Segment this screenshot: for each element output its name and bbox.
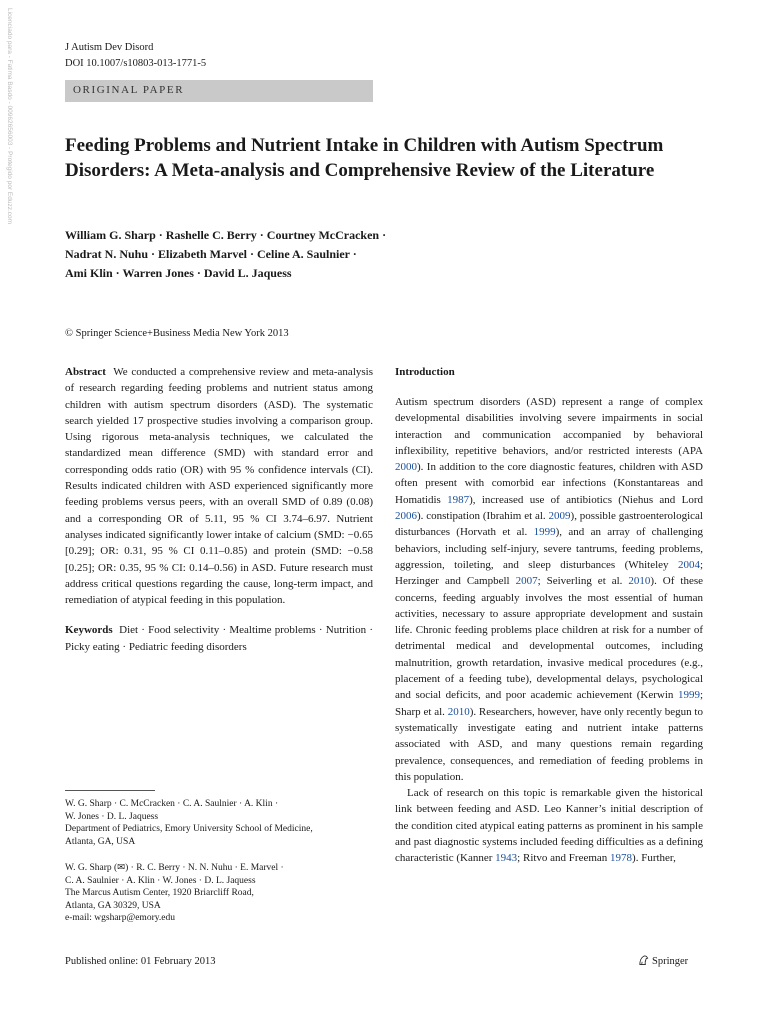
- abstract: [65, 364, 373, 608]
- text-run: ). Of these concerns, feeding arguably involves the most essential of human activities, necessary to assure appropriate development and sustain life. Chronic feeding problems place children at risk for a number of detrimental medical and developmental outcomes, including malnutrition, growth retardation, invasive medical procedures (e.g., placement of a feeding tube), developmental delays, psychological and social deficits, and poor academic achievement (Kerwin: [395, 575, 703, 702]
- left-column: [65, 364, 373, 655]
- sidebar-watermark: Licenciado para - Fatima Basdo - 00962656003 - Protegido por Eduzz.com: [6, 8, 13, 225]
- citation-link[interactable]: 1943: [495, 852, 518, 865]
- affiliation-line: Atlanta, GA 30329, USA: [65, 900, 161, 911]
- abstract-label: Abstract: [65, 366, 106, 378]
- intro-paragraph-2: [395, 785, 703, 866]
- corresponding-affiliation-block: [65, 862, 373, 925]
- published-date: Published online: 01 February 2013: [65, 956, 216, 967]
- affiliation-block: [65, 798, 373, 848]
- journal-doi: DOI 10.1007/s10803-013-1771-5: [65, 57, 207, 69]
- keywords-label: Keywords: [65, 624, 113, 637]
- text-run: ), increased use of antibiotics (Niehus and Lord: [469, 493, 703, 506]
- text-run: Lack of research on this topic is remarkable given the historical link between feeding and ASD. Leo Kanner’s initial description of the condition cited atypical eating patterns as prominent in his sample and past diagnostic systems included feeding difficulties as a defining characteristic (Kanner: [395, 787, 703, 865]
- citation-link[interactable]: 1987: [447, 493, 470, 506]
- copyright-notice: © Springer Science+Business Media New York 2013: [65, 328, 289, 339]
- text-run: ). Further,: [632, 852, 676, 865]
- right-column: [395, 364, 703, 867]
- text-run: ; Sharp et al.: [395, 689, 703, 718]
- affiliation-line: W. Jones · D. L. Jaquess: [65, 811, 159, 822]
- text-run: ; Herzinger and Campbell: [395, 558, 703, 588]
- text-run: ), possible gastroenterological disturbances (Horvath et al.: [395, 510, 703, 539]
- affiliation-line: The Marcus Autism Center, 1920 Briarcliff Road,: [65, 888, 254, 899]
- springer-horse-icon: [638, 954, 649, 966]
- author-list: [65, 226, 465, 283]
- journal-name: J Autism Dev Disord: [65, 42, 154, 53]
- citation-link[interactable]: 2010: [628, 575, 651, 588]
- keywords-text: Diet · Food selectivity · Mealtime problems · Nutrition · Picky eating · Pediatric feeding disorders: [65, 624, 373, 653]
- intro-paragraph-1: [395, 394, 703, 785]
- text-run: ), and an array of challenging behaviors, including self-injury, severe tantrums, feeding problems, aggression, toileting, and sleep disturbances (Whiteley: [395, 526, 703, 571]
- citation-link[interactable]: 1999: [677, 689, 700, 702]
- publisher-logo: [638, 954, 708, 970]
- citation-link[interactable]: 2010: [447, 705, 470, 718]
- author-line: Ami Klin · Warren Jones · David L. Jaquess: [65, 266, 292, 280]
- text-run: ). In addition to the core diagnostic features, children with ASD often present with comorbid ear infections (Konstantareas and Homatidis: [395, 461, 703, 506]
- affiliation-line: W. G. Sharp · C. McCracken · C. A. Saulnier · A. Klin ·: [65, 799, 279, 809]
- citation-link[interactable]: 2007: [515, 575, 538, 588]
- abstract-text: We conducted a comprehensive review and meta-analysis of research regarding feeding problems and nutrient status among children with autism spectrum disorders (ASD). The systematic search yielded 17 prospective studies involving a comparison group. Using rigorous meta-analysis techniques, we calculated the standardized mean difference (SMD) with standard error and corresponding odds ratio (OR) with 95 % confidence intervals (CI). Results indicated children with ASD experienced significantly more feeding problems versus peers, with an overall SMD of 0.89 (0.08) and a corresponding OR of 5.11, 95 % CI 3.74–6.97. Nutrient analyses indicated significantly lower intake of calcium (SMD: −0.65 [0.29]; OR: 0.31, 95 % CI 0.11–0.85) and protein (SMD: −0.58 [0.25]; OR: 0.35, 95 % CI: 0.14–0.56) in ASD. Future research must address critical questions regarding the cause, long-term impact, and remediation of atypical feeding in this population.: [65, 366, 373, 607]
- affiliation-line: Atlanta, GA, USA: [65, 836, 136, 847]
- paper-title: Feeding Problems and Nutrient Intake in Children with Autism Spectrum Disorders: A Meta-analysis and Comprehensive Review of the Literature: [65, 135, 664, 181]
- publisher-name: Springer: [652, 956, 689, 967]
- text-run: ; Seiverling et al.: [537, 575, 629, 588]
- keywords: [65, 622, 373, 655]
- text-run: ; Ritvo and Freeman: [517, 852, 611, 865]
- text-run: ). constipation (Ibrahim et al.: [417, 510, 549, 523]
- author-line: William G. Sharp · Rashelle C. Berry · Courtney McCracken ·: [65, 228, 387, 242]
- article-type-banner: [65, 80, 373, 102]
- citation-link[interactable]: 1999: [533, 526, 556, 539]
- citation-link[interactable]: 2009: [548, 510, 571, 523]
- affiliation-line: C. A. Saulnier · A. Klin · W. Jones · D. L. Jaquess: [65, 875, 256, 886]
- citation-link[interactable]: 2004: [677, 558, 700, 571]
- affiliation-line: Department of Pediatrics, Emory University School of Medicine,: [65, 824, 313, 835]
- journal-header: [65, 40, 206, 71]
- citation-link[interactable]: 2000: [395, 461, 417, 474]
- text-run: Autism spectrum disorders (ASD) represent a range of complex developmental disabilities involving severe impairments in social interaction and communication accompanied by behavioral inflexibility, repetitive behaviors, and/or restricted interests (APA: [395, 396, 703, 457]
- affiliation-line: W. G. Sharp (✉) · R. C. Berry · N. N. Nuhu · E. Marvel ·: [65, 863, 284, 873]
- author-line: Nadrat N. Nuhu · Elizabeth Marvel · Celine A. Saulnier ·: [65, 247, 357, 261]
- footnote-rule: [65, 790, 155, 791]
- citation-link[interactable]: 2006: [395, 510, 417, 523]
- citation-link[interactable]: 1978: [610, 852, 633, 865]
- email-link[interactable]: e-mail: wgsharp@emory.edu: [65, 913, 175, 924]
- article-type-label: ORIGINAL PAPER: [73, 84, 185, 96]
- introduction-heading: Introduction: [395, 366, 455, 378]
- text-run: ). Researchers, however, have only recently begun to systematically investigate eating and nutrient intake patterns associated with ASD, and many questions remain regarding prevalence, consequences, and remediation of feeding problems in this population.: [395, 705, 703, 783]
